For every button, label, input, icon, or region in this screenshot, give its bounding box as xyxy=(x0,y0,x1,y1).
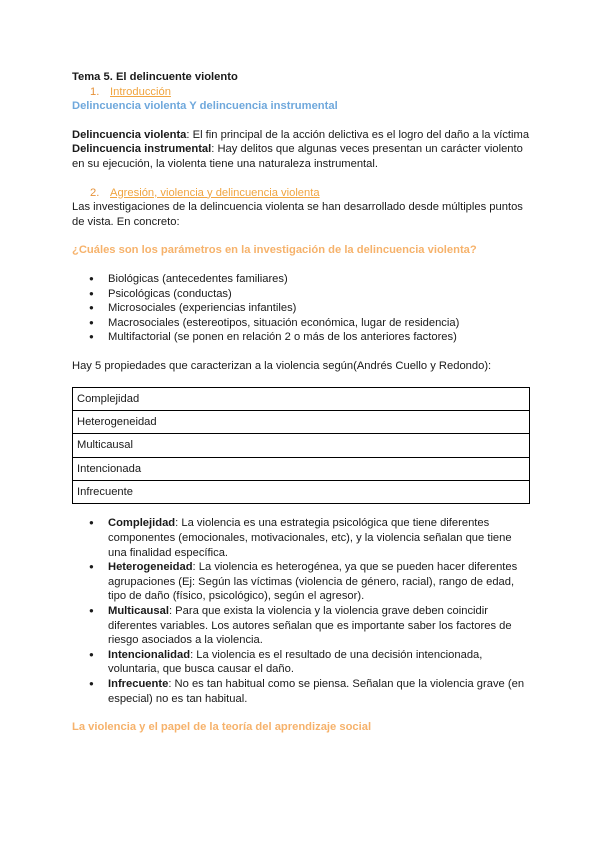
definition-instrumental xyxy=(72,142,530,157)
property-term: Multicausal xyxy=(108,605,169,618)
section-2-intro-continued: de vista. En concreto: xyxy=(72,215,180,228)
definition-term: Delincuencia instrumental xyxy=(72,143,212,156)
table-cell: Intencionada xyxy=(73,457,530,480)
table-cell: Heterogeneidad xyxy=(73,410,530,433)
section-2-number: 2. xyxy=(90,186,100,199)
property-term: Intencionalidad xyxy=(108,648,191,661)
list-item: ● Biológicas (antecedentes familiares) xyxy=(72,272,530,287)
definition-text: : El fin principal de la acción delictiva es el logro del daño a la víctima xyxy=(186,128,530,141)
table-row xyxy=(73,481,530,504)
definition-term: Delincuencia violenta xyxy=(72,128,187,141)
properties-intro: Hay 5 propiedades que caracterizan a la violencia según(Andrés Cuello y Redondo): xyxy=(72,359,492,372)
table-row xyxy=(73,434,530,457)
table-cell: Complejidad xyxy=(73,387,530,410)
section-3-heading: La violencia y el papel de la teoría del aprendizaje social xyxy=(72,721,372,734)
section-1-heading xyxy=(90,85,530,100)
list-item: ● Multicausal: Para que exista la violencia y la violencia grave deben coincidir diferentes variables. Los autores señalan que es importante saber los factores de riesgo asociados a la violencia. xyxy=(72,604,530,648)
list-item: ● Complejidad: La violencia es una estrategia psicológica que tiene diferentes componentes (emocionales, motivacionales, etc), y la violencia señalan que tiene una finalidad específica. xyxy=(72,516,530,560)
property-term: Infrecuente xyxy=(108,677,169,690)
list-item: ● Microsociales (experiencias infantiles) xyxy=(72,301,530,316)
list-item: ● Macrosociales (estereotipos, situación económica, lugar de residencia) xyxy=(72,316,530,331)
list-item: ● Heterogeneidad: La violencia es heterogénea, ya que se pueden hacer diferentes agrupaciones (Ej: Según las víctimas (violencia de género, racial), rango de edad, tipo de daño (físico, psicológico), según el agresor). xyxy=(72,560,530,604)
list-item: ● Multifactorial (se ponen en relación 2 o más de los anteriores factores) xyxy=(72,330,530,345)
parameters-question: ¿Cuáles son los parámetros en la investigación de la delincuencia violenta? xyxy=(72,244,477,257)
definition-text-continued: en su ejecución, la violenta tiene una naturaleza instrumental. xyxy=(72,157,378,170)
section-2-heading xyxy=(90,186,530,201)
properties-details-list xyxy=(72,516,530,706)
list-item: ● Infrecuente: No es tan habitual como se piensa. Señalan que la violencia grave (en especial) no es tan habitual. xyxy=(72,677,530,706)
table-row xyxy=(73,387,530,410)
properties-table xyxy=(72,387,530,505)
property-term: Heterogeneidad xyxy=(108,561,193,574)
table-cell: Multicausal xyxy=(73,434,530,457)
document-page xyxy=(72,70,530,735)
property-term: Complejidad xyxy=(108,517,176,530)
list-item: ● Intencionalidad: La violencia es el resultado de una decisión intencionada, voluntaria, que busca causar el daño. xyxy=(72,648,530,677)
section-1-subheading: Delincuencia violenta Y delincuencia instrumental xyxy=(72,100,338,113)
section-1-link[interactable]: Introducción xyxy=(110,85,171,98)
table-row xyxy=(73,410,530,433)
document-title: Tema 5. El delincuente violento xyxy=(72,71,238,83)
definition-text: : Hay delitos que algunas veces presentan un carácter violento xyxy=(211,143,523,156)
section-1-number: 1. xyxy=(90,85,100,98)
table-row xyxy=(73,457,530,480)
section-2-link[interactable]: Agresión, violencia y delincuencia violenta xyxy=(110,186,320,199)
section-2-intro: Las investigaciones de la delincuencia violenta se han desarrollado desde múltiples puntos xyxy=(72,201,523,214)
parameters-list xyxy=(72,272,530,345)
definition-violenta xyxy=(72,128,530,143)
list-item: ● Psicológicas (conductas) xyxy=(72,287,530,302)
table-cell: Infrecuente xyxy=(73,481,530,504)
